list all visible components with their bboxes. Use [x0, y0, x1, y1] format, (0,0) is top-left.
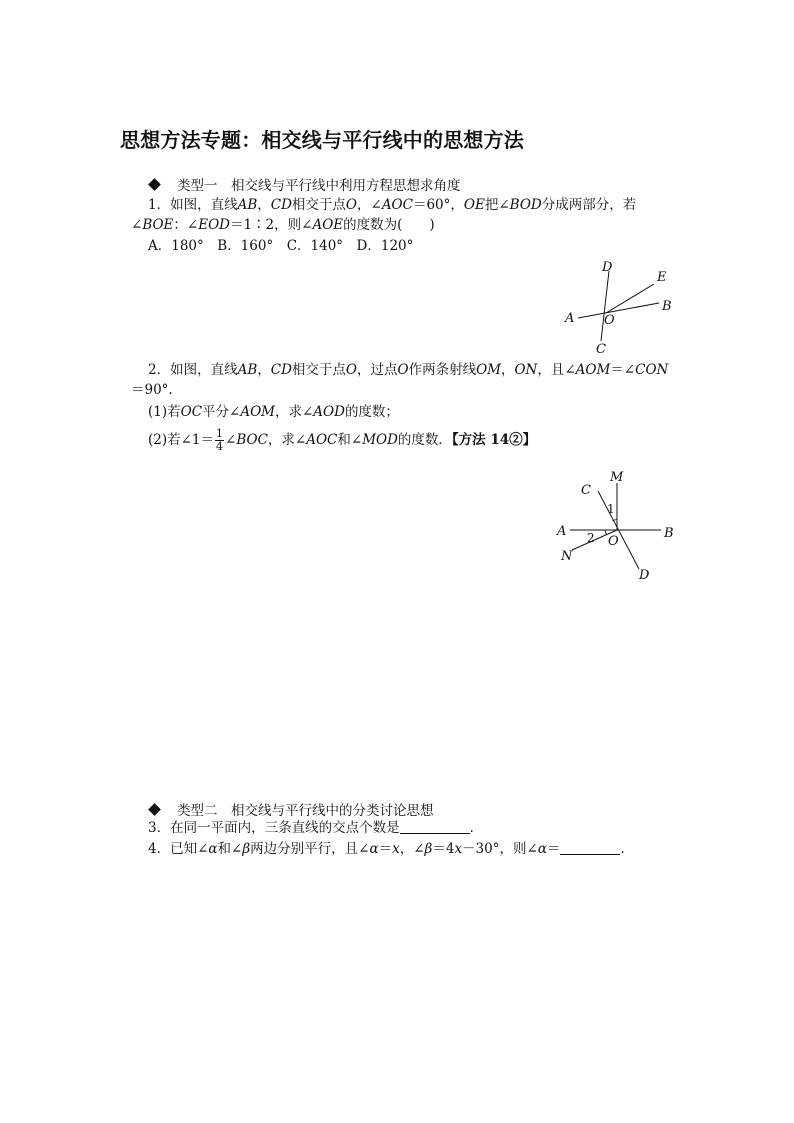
label-o: O [604, 313, 615, 328]
q2-text: (1)若 [148, 404, 181, 420]
question-3 [148, 818, 483, 838]
var-aom: AOM [240, 404, 275, 420]
line-cd [601, 271, 609, 341]
label-d: D [639, 568, 650, 583]
var-boe: BOE [142, 217, 174, 233]
var-aoc: AOC [306, 432, 338, 448]
method-tag: 【方法 14②】 [451, 432, 537, 448]
q2-text: 的度数． [397, 432, 452, 448]
q4-text: ，∠ [399, 841, 425, 857]
q1-text: 相交于点 [291, 197, 346, 213]
question-1-line-1 [148, 195, 636, 215]
q1-text: 的度数为( ) [343, 217, 435, 233]
var-mod: MOD [362, 432, 398, 448]
diamond-bullet-icon [148, 178, 161, 191]
var-oc: OC [180, 404, 203, 420]
q4-text: －30°，则∠ [462, 841, 538, 857]
var-boc: BOC [236, 432, 268, 448]
var-aod: AOD [313, 404, 345, 420]
q2-text: ，求∠ [274, 404, 314, 420]
q1-text: 1．如图，直线 [148, 197, 238, 213]
section-1-label: 类型一 相交线与平行线中利用方程思想求角度 [177, 178, 461, 194]
q1-text: ＝60°， [412, 197, 464, 213]
label-n: N [561, 549, 573, 564]
q2-text: 和∠ [337, 432, 363, 448]
q3-text: 3．在同一平面内，三条直线的交点个数是 [148, 820, 400, 836]
q1-text: 分成两部分，若 [541, 197, 637, 213]
var-alpha: α [208, 841, 218, 857]
q2-text: 作两条射线 [408, 362, 477, 378]
q2-text: ，且∠ [537, 362, 576, 378]
q1-text: 把∠ [484, 197, 510, 213]
var-alpha: α [537, 841, 547, 857]
q2-text: 2．如图，直线 [148, 362, 238, 378]
q1-text: ， [257, 197, 271, 213]
question-2-line-2: ＝90°. [131, 382, 173, 398]
q2-text: ，过点 [357, 362, 398, 378]
q2-text: ， [500, 362, 515, 378]
var-con: CON [635, 362, 669, 378]
q4-text: 两边分别平行，且∠ [250, 841, 370, 857]
label-d: D [602, 260, 613, 275]
q1-text: ，∠ [357, 197, 382, 213]
var-eod: EOD [198, 217, 230, 233]
q4-text: ＝4 [432, 841, 455, 857]
fraction-numerator: 1 [216, 427, 224, 440]
var-om: OM [476, 362, 501, 378]
var-aoc: AOC [381, 197, 413, 213]
label-c: C [581, 483, 591, 498]
section-2-label: 类型二 相交线与平行线中的分类讨论思想 [177, 803, 434, 819]
var-cd: CD [270, 362, 292, 378]
var-oe: OE [463, 197, 485, 213]
question-2-part-1 [148, 402, 399, 422]
q1-text: ＝1∶2，则∠ [229, 217, 313, 233]
q2-text: (2)若∠1＝ [148, 432, 215, 448]
var-o: O [345, 197, 357, 213]
figure-2-diagram [550, 465, 690, 585]
q4-text: ＝ [378, 841, 393, 857]
var-aom: AOM [575, 362, 611, 378]
question-2-part-2 [148, 428, 536, 453]
label-b: B [662, 299, 672, 314]
var-alpha: α [369, 841, 379, 857]
q4-text: 4．已知∠ [148, 841, 209, 857]
answer-blank[interactable] [560, 840, 620, 855]
label-o: O [608, 534, 619, 549]
question-4 [148, 839, 634, 859]
q1-text: ∠ [131, 217, 143, 233]
q2-text: ，求∠ [267, 432, 307, 448]
var-o: O [397, 362, 409, 378]
fraction [215, 428, 224, 453]
var-x: x [392, 841, 400, 857]
q4-text: ． [620, 841, 634, 857]
fraction-denominator: 4 [216, 440, 224, 453]
var-o: O [345, 362, 357, 378]
answer-blank[interactable] [400, 819, 470, 834]
var-x: x [454, 841, 463, 857]
q1-text: ：∠ [173, 217, 199, 233]
q3-text: ． [469, 820, 484, 836]
question-1-line-2 [131, 215, 435, 235]
q2-text: ∠ [225, 432, 237, 448]
label-c: C [596, 342, 606, 357]
var-beta: β [242, 841, 251, 857]
var-bod: BOD [509, 197, 542, 213]
var-beta: β [424, 841, 433, 857]
var-ab: AB [237, 197, 258, 213]
diamond-bullet-icon [148, 803, 161, 816]
label-b: B [664, 526, 674, 541]
q4-text: 和∠ [217, 841, 243, 857]
q2-text: ＝∠ [610, 362, 636, 378]
label-angle-2: 2 [587, 531, 595, 545]
q2-text: ， [257, 362, 271, 378]
question-2-line-1 [148, 360, 668, 380]
q2-text: 平分∠ [202, 404, 241, 420]
section-header-1 [150, 174, 461, 194]
section-header-2 [150, 799, 434, 819]
var-aoe: AOE [312, 217, 344, 233]
figure-1-diagram [556, 258, 686, 358]
var-ab: AB [237, 362, 258, 378]
q4-text: ＝ [546, 841, 561, 857]
label-a: A [565, 311, 575, 326]
label-e: E [657, 270, 667, 285]
page-title: 思想方法专题：相交线与平行线中的思想方法 [120, 128, 524, 152]
var-cd: CD [270, 197, 292, 213]
label-angle-1: 1 [607, 502, 615, 516]
question-1-options: A．180° B．160° C．140° D．120° [148, 238, 414, 254]
var-on: ON [514, 362, 538, 378]
angle-2-arc [605, 530, 607, 535]
q2-text: 的度数； [344, 404, 399, 420]
label-m: M [610, 470, 624, 485]
q2-text: 相交于点 [291, 362, 346, 378]
label-a: A [557, 524, 567, 539]
